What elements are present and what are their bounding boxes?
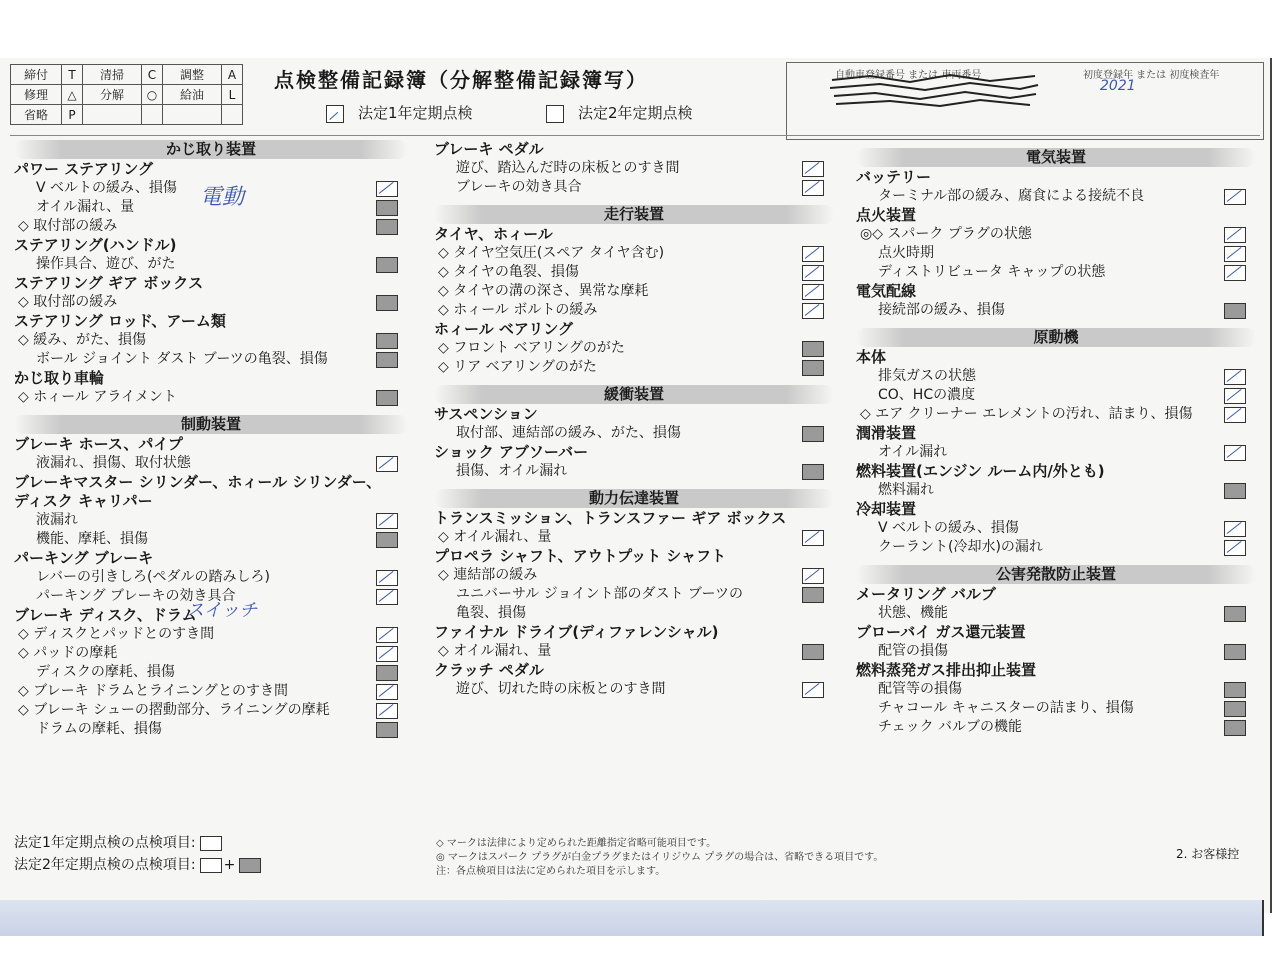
section-header [856, 148, 1256, 168]
group-title: メータリング バルブ [856, 585, 996, 603]
group-title: ステアリング ロッド、アーム類 [14, 312, 226, 330]
item-label: 損傷、オイル漏れ [456, 463, 568, 479]
checked-checkbox[interactable] [1224, 265, 1246, 281]
item-group [14, 312, 408, 331]
first-registration-label: 初度登録年 または 初度検査年 [1083, 70, 1220, 81]
check-item [14, 217, 408, 236]
checked-checkbox[interactable] [376, 646, 398, 662]
item-label: ◇ オイル漏れ、量 [438, 529, 552, 545]
annual-inspection-label: 法定1年定期点検 [358, 104, 473, 122]
item-label: CO、HCの濃度 [878, 387, 976, 403]
checked-checkbox[interactable] [1224, 369, 1246, 385]
item-group [434, 443, 834, 462]
white-box-icon [200, 836, 222, 851]
checkbox[interactable] [1224, 483, 1246, 499]
item-group [14, 492, 408, 511]
note-diamond: ◇ マークは法律により定められた距離指定省略可能項目です。 [436, 838, 717, 849]
item-group [856, 282, 1256, 301]
section-title: 緩衝装置 [434, 385, 834, 404]
section-title: かじ取り装置 [14, 140, 408, 159]
legend-symbol [222, 105, 243, 125]
group-title: ステアリング(ハンドル) [14, 236, 177, 254]
checkbox[interactable] [802, 360, 824, 376]
item-label: ◇ ホィール ボルトの緩み [438, 302, 598, 318]
item-label: ◇ ディスクとパッドとのすき間 [18, 626, 215, 642]
item-label: 操作具合、遊び、がた [36, 256, 176, 272]
check-item [434, 301, 834, 320]
item-label: チャコール キャニスターの詰まり、損傷 [878, 700, 1134, 716]
item-group [434, 623, 834, 642]
legend-term: 清掃 [83, 65, 142, 85]
item-label: 排気ガスの状態 [878, 368, 976, 384]
legend-symbol: P [62, 105, 83, 125]
check-item [434, 424, 834, 443]
group-title: ファイナル ドライブ(ディファレンシャル) [434, 623, 719, 641]
check-item [14, 255, 408, 274]
legend-symbol: T [62, 65, 83, 85]
group-title: 燃料蒸発ガス排出抑止装置 [856, 661, 1037, 679]
item-group [856, 500, 1256, 519]
checkbox[interactable] [1224, 682, 1246, 698]
item-group [856, 661, 1256, 680]
checked-checkbox[interactable] [1224, 227, 1246, 243]
checkbox[interactable] [376, 200, 398, 216]
item-label: ◇ パッドの摩耗 [18, 645, 118, 661]
group-title: かじ取り車輪 [14, 369, 105, 387]
footer-biennial-label: 法定2年定期点検の点検項目: [14, 857, 196, 873]
item-label: 配管等の損傷 [878, 681, 962, 697]
column-left [14, 140, 408, 739]
group-title: パワー ステアリング [14, 160, 154, 178]
check-item [14, 663, 408, 682]
legend-row [11, 85, 243, 105]
gray-box-icon [239, 858, 261, 873]
checkbox-icon[interactable] [326, 105, 344, 123]
item-label: ◇ ブレーキ ドラムとライニングとのすき間 [18, 683, 288, 699]
item-label: ディスクの摩耗、損傷 [36, 664, 175, 680]
check-item [856, 405, 1256, 424]
checked-checkbox[interactable] [1224, 445, 1246, 461]
checkbox[interactable] [376, 257, 398, 273]
check-item [856, 244, 1256, 263]
checked-checkbox[interactable] [1224, 388, 1246, 404]
document-title: 点検整備記録簿（分解整備記録簿写） [274, 68, 648, 92]
check-item [856, 263, 1256, 282]
item-label: ◇ 連結部の緩み [438, 567, 538, 583]
item-label: 燃料漏れ [878, 482, 934, 498]
section-header [856, 565, 1256, 585]
checkbox[interactable] [802, 644, 824, 660]
checkbox[interactable] [802, 464, 824, 480]
check-item [434, 263, 834, 282]
group-title: ディスク キャリパー [14, 492, 153, 510]
group-title: パーキング ブレーキ [14, 549, 154, 567]
column-middle [434, 140, 834, 699]
checkbox[interactable] [376, 352, 398, 368]
item-group [856, 168, 1256, 187]
annual-inspection-check[interactable] [326, 102, 473, 123]
legend-symbol: ○ [142, 85, 163, 105]
group-title: サスペンション [434, 405, 538, 423]
item-group [856, 585, 1256, 604]
first-registration-year: 2021 [1100, 78, 1136, 94]
item-label: 遊び、踏込んだ時の床板とのすき間 [456, 160, 680, 176]
item-label: チェック バルブの機能 [878, 719, 1023, 735]
checkbox[interactable] [1224, 701, 1246, 717]
section-header [434, 205, 834, 225]
item-label: オイル漏れ、量 [36, 199, 135, 215]
check-item [14, 293, 408, 312]
section-header [14, 415, 408, 435]
item-label: ボール ジョイント ダスト ブーツの亀裂、損傷 [36, 351, 328, 367]
legend-term [163, 105, 222, 125]
checkbox-icon[interactable] [546, 105, 564, 123]
check-item [14, 568, 408, 587]
checkbox[interactable] [1224, 720, 1246, 736]
check-item [434, 680, 834, 699]
group-title: クラッチ ペダル [434, 661, 544, 679]
spacer [856, 557, 1256, 565]
checkbox[interactable] [376, 532, 398, 548]
checked-checkbox[interactable] [802, 246, 824, 262]
group-title: ホィール ベアリング [434, 320, 574, 338]
legend-symbol [142, 105, 163, 125]
check-item [434, 604, 834, 623]
item-label: ◇ 取付部の緩み [18, 218, 118, 234]
check-item [856, 386, 1256, 405]
footer-annual-label: 法定1年定期点検の点検項目: [14, 835, 196, 851]
item-label: オイル漏れ [878, 444, 948, 460]
item-group [434, 405, 834, 424]
checkbox[interactable] [376, 390, 398, 406]
check-item [434, 585, 834, 604]
legend-term: 分解 [83, 85, 142, 105]
spacer [856, 320, 1256, 328]
check-item [856, 367, 1256, 386]
white-box-icon [200, 858, 222, 873]
checked-checkbox[interactable] [802, 303, 824, 319]
item-label: ◇ フロント ベアリングのがた [438, 340, 625, 356]
check-item [434, 358, 834, 377]
checkbox[interactable] [802, 426, 824, 442]
group-title: ショック アブソーバー [434, 443, 589, 461]
item-label: ◇ 緩み、がた、損傷 [18, 332, 147, 348]
checkbox[interactable] [376, 722, 398, 738]
check-item [856, 718, 1256, 737]
item-label: ◇ オイル漏れ、量 [438, 643, 552, 659]
redacted-plate-number [830, 72, 1040, 110]
group-title: 燃料装置(エンジン ルーム内/外とも) [856, 462, 1105, 480]
check-item [856, 680, 1256, 699]
item-group [14, 274, 408, 293]
section-header [434, 385, 834, 405]
check-item [14, 454, 408, 473]
item-label: ◇ 取付部の緩み [18, 294, 118, 310]
item-label: ◇ タイヤの亀裂、損傷 [438, 264, 579, 280]
group-title: 潤滑装置 [856, 424, 917, 442]
item-label: 配管の損傷 [878, 643, 948, 659]
footer-annual-row [14, 832, 263, 854]
legend-term: 省略 [11, 105, 62, 125]
legend-term: 締付 [11, 65, 62, 85]
item-label: ドラムの摩耗、損傷 [36, 721, 162, 737]
check-item [14, 701, 408, 720]
item-group [14, 473, 408, 492]
footer-notes [436, 837, 883, 879]
spacer [434, 481, 834, 489]
item-label: レバーの引きしろ(ペダルの踏みしろ) [36, 569, 270, 585]
checked-checkbox[interactable] [376, 627, 398, 643]
checked-checkbox[interactable] [376, 684, 398, 700]
spacer [434, 377, 834, 385]
legend-row [11, 65, 243, 85]
group-title: プロペラ シャフト、アウトプット シャフト [434, 547, 726, 565]
group-title: タイヤ、ホィール [434, 225, 553, 243]
legend-term: 調整 [163, 65, 222, 85]
checked-checkbox[interactable] [376, 513, 398, 529]
item-group [856, 424, 1256, 443]
spacer [856, 140, 1256, 148]
biennial-inspection-label: 法定2年定期点検 [578, 104, 693, 122]
item-group [434, 320, 834, 339]
group-title: 本体 [856, 348, 887, 366]
item-label: 状態、機能 [878, 605, 948, 621]
spacer [14, 407, 408, 415]
item-label: ターミナル部の緩み、腐食による接続不良 [878, 188, 1145, 204]
item-group [434, 661, 834, 680]
item-label: ◎◇ スパーク プラグの状態 [860, 226, 1032, 242]
item-label: 亀裂、損傷 [456, 605, 526, 621]
legend-table [10, 64, 243, 125]
check-item [14, 682, 408, 701]
check-item [14, 331, 408, 350]
checked-checkbox[interactable] [802, 265, 824, 281]
checked-checkbox[interactable] [1224, 246, 1246, 262]
checkbox[interactable] [376, 333, 398, 349]
item-group [856, 623, 1256, 642]
checked-checkbox[interactable] [802, 682, 824, 698]
section-header [14, 140, 408, 160]
check-item [434, 282, 834, 301]
checkbox[interactable] [1224, 644, 1246, 660]
item-label: 接続部の緩み、損傷 [878, 302, 1005, 318]
check-item [14, 511, 408, 530]
check-item [856, 481, 1256, 500]
check-item [14, 530, 408, 549]
legend-term: 給油 [163, 85, 222, 105]
check-item [856, 604, 1256, 623]
item-label: 液漏れ [36, 512, 78, 528]
column-right [856, 140, 1256, 737]
group-title: ブレーキ ディスク、ドラム [14, 606, 197, 624]
group-title: 電気配線 [856, 282, 917, 300]
check-item [434, 566, 834, 585]
plus-sign: + [223, 857, 236, 873]
legend-symbol: C [142, 65, 163, 85]
check-item [856, 538, 1256, 557]
checked-checkbox[interactable] [1224, 540, 1246, 556]
checked-checkbox[interactable] [376, 570, 398, 586]
section-title: 電気装置 [856, 148, 1256, 167]
note-double-circle: ◎ マークはスパーク プラグが白金プラグまたはイリジウム プラグの場合は、省略できる項目です。 [436, 852, 884, 863]
legend-term [83, 105, 142, 125]
item-group [856, 206, 1256, 225]
group-title: ブレーキ ホース、パイプ [14, 435, 183, 453]
group-title: バッテリー [856, 168, 932, 186]
check-item [856, 443, 1256, 462]
checkbox[interactable] [1224, 606, 1246, 622]
legend-symbol: A [222, 65, 243, 85]
check-item [14, 644, 408, 663]
item-label: 液漏れ、損傷、取付状態 [36, 455, 191, 471]
group-title: トランスミッション、トランスファー ギア ボックス [434, 509, 787, 527]
item-label: ◇ タイヤ空気圧(スペア タイヤ含む) [438, 245, 665, 261]
group-title: 冷却装置 [856, 500, 917, 518]
item-group [856, 462, 1256, 481]
check-item [856, 187, 1256, 206]
group-title: ブレーキ ペダル [434, 140, 544, 158]
item-group [434, 509, 834, 528]
customer-copy-label: 2. お客様控 [1176, 847, 1240, 861]
item-group [434, 225, 834, 244]
check-item [856, 519, 1256, 538]
checked-checkbox[interactable] [1224, 521, 1246, 537]
item-group [14, 435, 408, 454]
group-title: ブレーキマスター シリンダー、ホィール シリンダー、 [14, 473, 382, 491]
item-label: ユニバーサル ジョイント部のダスト ブーツの [456, 586, 743, 602]
checked-checkbox[interactable] [802, 530, 824, 546]
header-divider [10, 135, 1260, 136]
checked-checkbox[interactable] [802, 180, 824, 196]
legend-term: 修理 [11, 85, 62, 105]
check-item [434, 528, 834, 547]
check-item [14, 625, 408, 644]
handwritten-note-switch: スイッチ [186, 600, 258, 621]
paper-edge [0, 900, 1264, 936]
footer-legend [14, 832, 263, 876]
biennial-inspection-check[interactable] [546, 102, 693, 123]
checkbox[interactable] [802, 587, 824, 603]
item-group [14, 236, 408, 255]
item-label: ディストリビュータ キャップの状態 [878, 264, 1106, 280]
item-group [14, 160, 408, 179]
item-group [14, 369, 408, 388]
section-title: 走行装置 [434, 205, 834, 224]
item-label: ◇ ブレーキ シューの摺動部分、ライニングの摩耗 [18, 702, 330, 718]
check-item [856, 225, 1256, 244]
item-label: ◇ リア ベアリングのがた [438, 359, 597, 375]
footer-biennial-row [14, 854, 263, 876]
checked-checkbox[interactable] [376, 456, 398, 472]
check-item [434, 159, 834, 178]
section-title: 制動装置 [14, 415, 408, 434]
checkbox[interactable] [802, 341, 824, 357]
item-group [434, 547, 834, 566]
checked-checkbox[interactable] [376, 589, 398, 605]
check-item [14, 388, 408, 407]
legend-row [11, 105, 243, 125]
checked-checkbox[interactable] [802, 161, 824, 177]
check-item [14, 720, 408, 739]
check-item [14, 350, 408, 369]
group-title: ステアリング ギア ボックス [14, 274, 204, 292]
legend-symbol: L [222, 85, 243, 105]
check-item [856, 301, 1256, 320]
item-label: 点火時期 [878, 245, 934, 261]
checked-checkbox[interactable] [376, 703, 398, 719]
item-label: ブレーキの効き具合 [456, 179, 582, 195]
checkbox[interactable] [376, 665, 398, 681]
item-group [434, 140, 834, 159]
item-label: 遊び、切れた時の床板とのすき間 [456, 681, 666, 697]
check-item [856, 642, 1256, 661]
section-title: 動力伝達装置 [434, 489, 834, 508]
section-title: 原動機 [856, 328, 1256, 347]
checked-checkbox[interactable] [802, 568, 824, 584]
group-title: 点火装置 [856, 206, 917, 224]
check-item [434, 178, 834, 197]
checked-checkbox[interactable] [376, 181, 398, 197]
check-item [434, 244, 834, 263]
item-label: 取付部、連結部の緩み、がた、損傷 [456, 425, 681, 441]
registration-label: 自動車登録番号 または 車両番号 [835, 70, 982, 81]
item-label: ◇ エア クリーナー エレメントの汚れ、詰まり、損傷 [860, 406, 1193, 422]
handwritten-note-electric: 電動 [200, 185, 245, 210]
section-header [856, 328, 1256, 348]
note-general: 注：各点検項目は法に定められた項目を示します。 [436, 866, 666, 877]
item-group [14, 549, 408, 568]
check-item [434, 462, 834, 481]
item-label: クーラント(冷却水)の漏れ [878, 539, 1043, 555]
checkbox[interactable] [1224, 303, 1246, 319]
item-group [856, 348, 1256, 367]
check-item [856, 699, 1256, 718]
checked-checkbox[interactable] [1224, 407, 1246, 423]
legend-symbol: △ [62, 85, 83, 105]
item-label: ◇ ホィール アライメント [18, 389, 177, 405]
checkbox[interactable] [376, 219, 398, 235]
item-label: V ベルトの緩み、損傷 [878, 520, 1019, 536]
group-title: ブローバイ ガス還元装置 [856, 623, 1026, 641]
item-label: ◇ タイヤの溝の深さ、異常な摩耗 [438, 283, 649, 299]
check-item [434, 339, 834, 358]
checked-checkbox[interactable] [1224, 189, 1246, 205]
check-item [434, 642, 834, 661]
item-label: パーキング ブレーキの効き具合 [36, 588, 236, 604]
checkbox[interactable] [376, 295, 398, 311]
item-label: V ベルトの緩み、損傷 [36, 180, 177, 196]
item-label: 機能、摩耗、損傷 [36, 531, 148, 547]
section-header [434, 489, 834, 509]
section-title: 公害発散防止装置 [856, 565, 1256, 584]
checked-checkbox[interactable] [802, 284, 824, 300]
spacer [434, 197, 834, 205]
